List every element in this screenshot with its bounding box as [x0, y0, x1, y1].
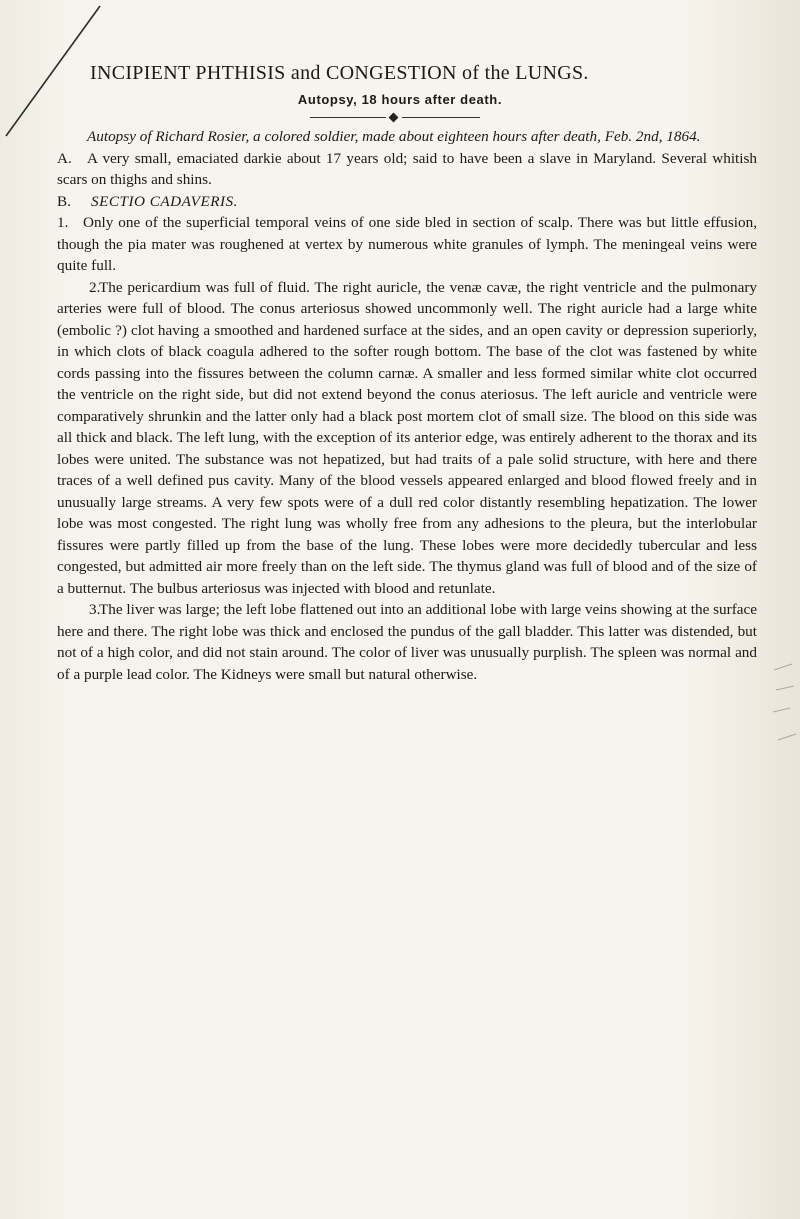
section-b	[57, 191, 757, 213]
page-title: INCIPIENT PHTHISIS and CONGESTION of the LUNGS.	[90, 62, 589, 84]
section-b-heading: SECTIO CADAVERIS.	[91, 192, 238, 210]
page-subtitle: Autopsy, 18 hours after death.	[297, 92, 503, 107]
paragraph-3-text: The liver was large; the left lobe flattened out into an additional lobe with large veins showing at the surface here and there. The right lobe was thick and enclosed the pundus of the gall bladder. This latter was distended, but not of a high color, and did not stain around. The color of liver was unusually purplish. The spleen was normal and of a purple lead color. The Kidneys were small but natural otherwise.	[57, 601, 757, 683]
paragraph-3-number: 3.	[89, 601, 101, 618]
paragraph-2-number: 2.	[89, 278, 101, 296]
document-body	[57, 126, 757, 685]
paragraph-2	[57, 277, 757, 600]
intro-paragraph: Autopsy of Richard Rosier, a colored soldier, made about eighteen hours after death, Feb. 2nd, 1864.	[87, 128, 701, 145]
section-a-text: A very small, emaciated darkie about 17 years old; said to have been a slave in Maryland. Several whitish scars on thighs and shins.	[57, 149, 757, 188]
diamond-icon	[389, 113, 399, 123]
paragraph-3	[57, 599, 757, 685]
section-b-label: B.	[57, 192, 71, 210]
paragraph-2-text: The pericardium was full of fluid. The right auricle, the venæ cavæ, the right ventricle and the pulmonary arteries were full of blood. The conus arteriosus showed uncommonly well. The right auricle had a large white (embolic ?) clot having a smoothed and hardened surface at the sides, and an open cavity or depression superiorly, in which clots of black coagula adhered to the softer rough bottom. The base of the clot was fastened by white cords passing into the fissures between the column carnæ. A smaller and less formed similar white clot occurred the ventricle on the right side, but did not extend beyond the conus ateriosus. The left auricle and ventricle were comparatively shrunkin and the latter only had a black post mortem clot of small size. The blood on this side was all thick and black. The left lung, with the exception of its anterior edge, was entirely adherent to the thorax and its lobes were united. The substance was not hepatized, but had traits of a pale solid structure, with here and there traces of a well defined pus cavity. Many of the blood vessels appeared enlarged and blood flowed freely and in unusually large streams. A very few spots were of a dull red color distantly resembling hepatization. The lower lobe was most congested. The right lung was wholly free from any adhesions to the pleura, but the interlobular fissures were partly filled up from the base of the lung. These lobes were more decidedly tubercular and less congested, but admitted air more freely than on the left side. The thymus gland was full of blood and of the size of a butternut. The bulbus arteriosus was injected with blood and retunlate.	[57, 278, 757, 597]
paragraph-1	[57, 212, 757, 277]
paragraph-1-number: 1.	[57, 214, 69, 231]
section-a-label: A.	[57, 149, 72, 167]
paragraph-1-text: Only one of the superficial temporal veins of one side bled in section of scalp. There was but little effusion, though the pia mater was roughened at vertex by numerous white granules of lymph. The meningeal veins were quite full.	[57, 214, 757, 274]
margin-ink-mark	[770, 660, 798, 760]
section-a	[57, 148, 757, 191]
ornamental-divider	[310, 113, 480, 123]
